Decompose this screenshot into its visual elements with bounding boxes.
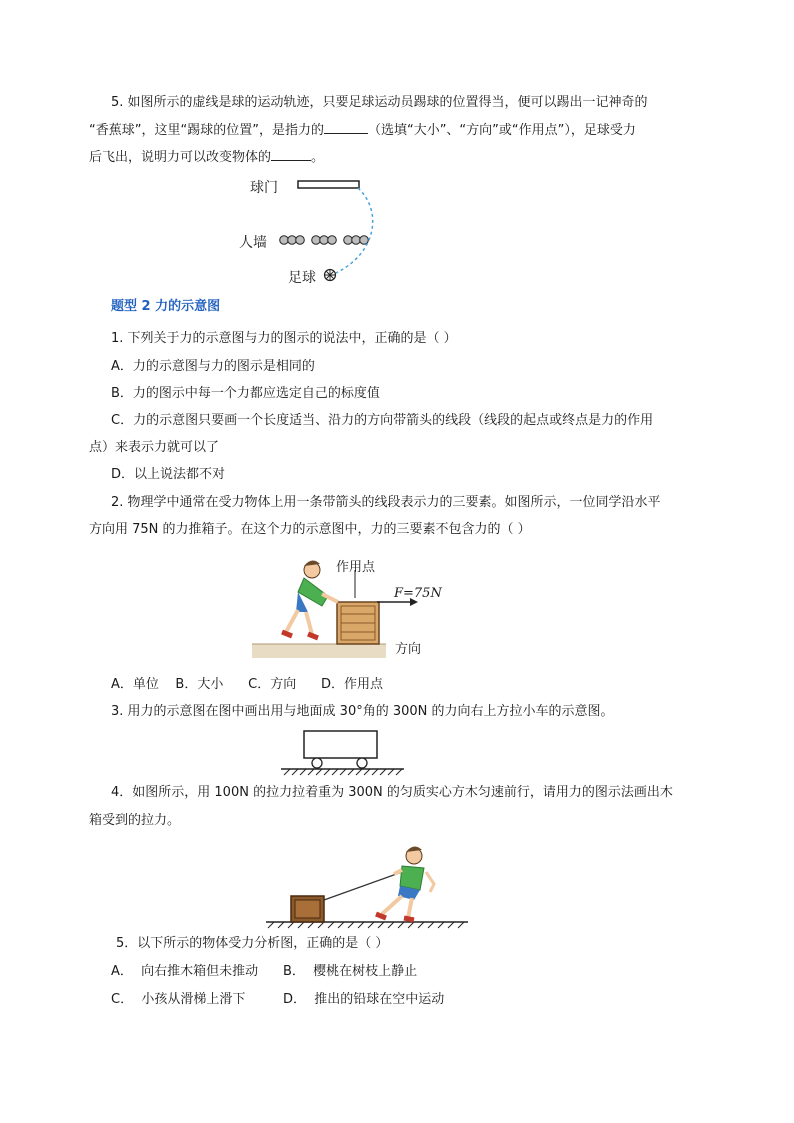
ground	[252, 644, 386, 658]
cart-wheel-right	[357, 758, 367, 768]
q5b-option-a[interactable]: A． 向右推木箱但未推动	[111, 964, 259, 979]
q5b-stem: 5．以下所示的物体受力分析图，正确的是（ ）	[116, 936, 389, 951]
cart-diagram[interactable]	[278, 728, 408, 776]
q5a-blank-1[interactable]	[324, 121, 368, 134]
ball-label: 足球	[288, 270, 316, 286]
q5a-line2-pre: “香蕉球”，这里“踢球的位置”，是指力的	[89, 123, 324, 138]
q5a-line3-text	[89, 148, 324, 167]
q1-option-a[interactable]: A．力的示意图与力的图示是相同的	[111, 359, 315, 374]
q5a-blank-2[interactable]	[271, 148, 311, 161]
push-box-figure	[250, 552, 450, 662]
rope	[324, 872, 402, 900]
wooden-box	[337, 602, 379, 644]
cart-wheel-left	[312, 758, 322, 768]
wooden-block	[291, 896, 324, 922]
cart-figure	[278, 728, 408, 776]
direction-label: 方向	[395, 642, 422, 657]
q1-stem: 1. 下列关于力的示意图与力的图示的说法中，正确的是（ ）	[111, 331, 457, 346]
section-title: 题型 2 力的示意图	[111, 299, 221, 314]
pull-box-figure	[262, 840, 472, 932]
point-label: 作用点	[336, 560, 376, 575]
q4-line1: 4．如图所示，用 100N 的拉力拉着重为 300N 的匀质实心方木匀速前行，请用力的图示法画出木	[111, 785, 673, 800]
q5b-option-b[interactable]: B． 樱桃在树枝上静止	[283, 964, 418, 979]
q4-line2: 箱受到的拉力。	[89, 813, 181, 828]
pull-box-diagram[interactable]	[262, 840, 472, 932]
boy-pulling-icon	[376, 846, 434, 920]
football-icon	[325, 270, 336, 281]
goal-bar	[298, 181, 359, 188]
goal-label: 球门	[250, 180, 278, 196]
q5a-line2-text	[89, 121, 636, 140]
q5a-line1-text: 5. 如图所示的虚线是球的运动轨迹，只要足球运动员踢球的位置得当，便可以踢出一记神奇的	[111, 95, 648, 110]
ball-trajectory	[336, 188, 373, 273]
q2-line1: 2. 物理学中通常在受力物体上用一条带箭头的线段表示力的三要素。如图所示，一位同学沿水平	[111, 495, 661, 510]
q2-options[interactable]: A．单位 B．大小 C．方向 D．作用点	[111, 677, 384, 692]
q2-line2: 方向用 75N 的力推箱子。在这个力的示意图中，力的三要素不包含力的（ ）	[89, 522, 531, 537]
pull-ground-hatch	[268, 922, 464, 928]
q1-option-c[interactable]: C．力的示意图只要画一个长度适当、沿力的方向带箭头的线段（线段的起点或终点是力的作用	[111, 413, 654, 428]
force-label: F=75N	[394, 586, 442, 601]
banana-ball-figure	[230, 170, 410, 290]
q5a-line3-post: 。	[311, 150, 325, 165]
q3-text: 3. 用力的示意图在图中画出用与地面成 30°角的 300N 的力向右上方拉小车的示意图。	[111, 704, 614, 719]
q5a-line2-post: （选填“大小”、“方向”或“作用点”），足球受力	[367, 123, 636, 138]
q5b-option-d[interactable]: D． 推出的铅球在空中运动	[283, 992, 445, 1007]
q1-option-d[interactable]: D．以上说法都不对	[111, 467, 226, 482]
cart-body	[304, 731, 377, 758]
q1-option-c-cont: 点）来表示力就可以了	[89, 440, 220, 455]
human-wall	[280, 236, 369, 245]
wall-label: 人墙	[239, 235, 267, 251]
q5b-option-c[interactable]: C． 小孩从滑梯上滑下	[111, 992, 246, 1007]
cart-ground-hatch	[284, 769, 402, 775]
q1-option-b[interactable]: B．力的图示中每一个力都应选定自己的标度值	[111, 386, 380, 401]
q5a-line3-pre: 后飞出，说明力可以改变物体的	[89, 150, 272, 165]
boy-pushing-icon	[282, 560, 338, 638]
